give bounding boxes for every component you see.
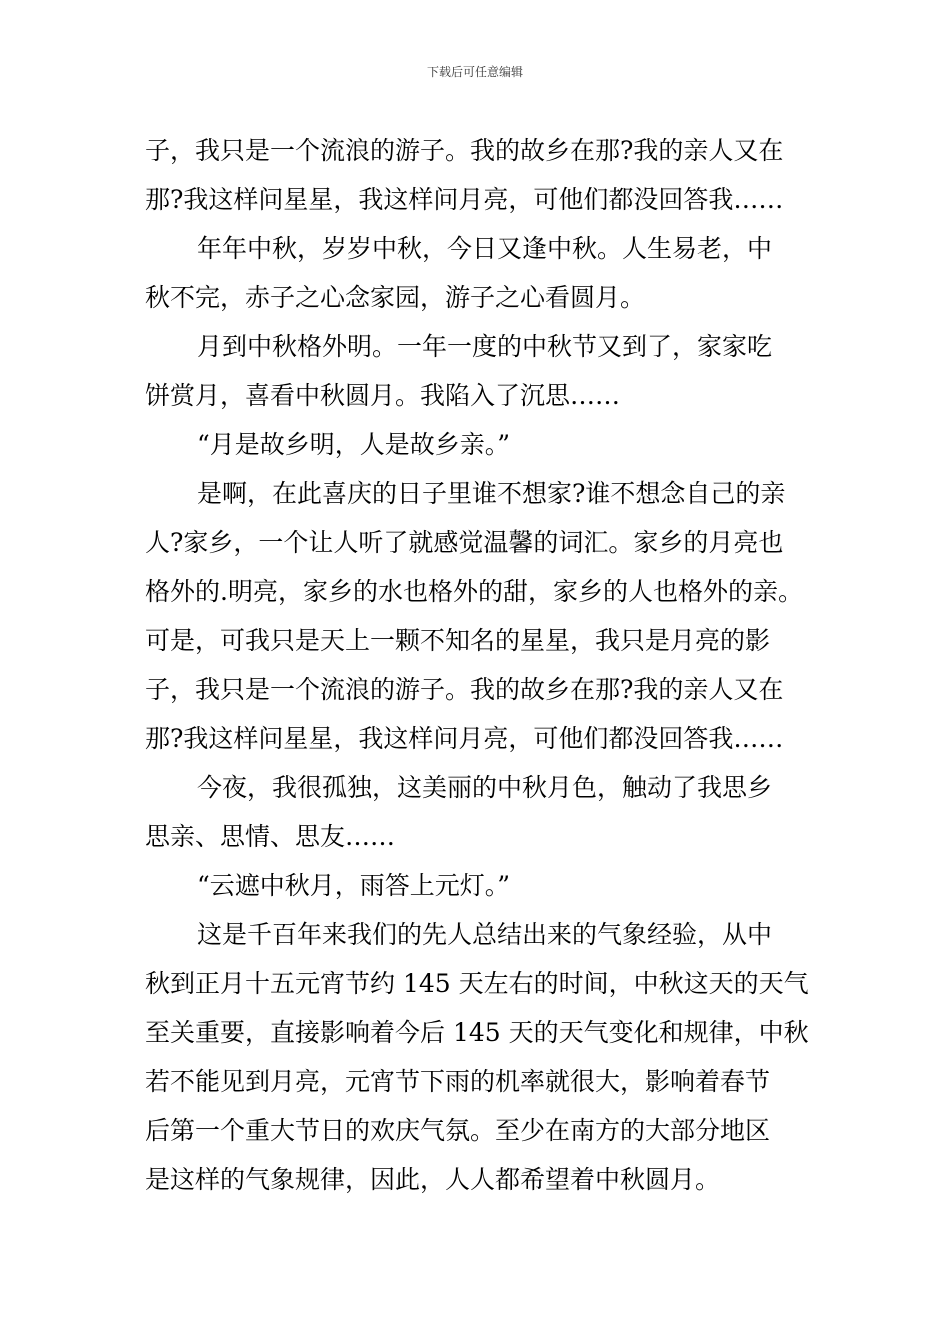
text-line: 人?家乡，一个让人听了就感觉温馨的词汇。家乡的月亮也 [145, 528, 784, 557]
text-line: 子，我只是一个流浪的游子。我的故乡在那?我的亲人又在 [145, 675, 784, 704]
text-line: 月到中秋格外明。一年一度的中秋节又到了，家家吃 [197, 332, 773, 361]
text-line: “月是故乡明，人是故乡亲。” [197, 430, 511, 459]
text-line: 那?我这样问星星，我这样问月亮，可他们都没回答我…… [145, 724, 784, 753]
text-line: 秋到正月十五元宵节约 145 天左右的时间，中秋这天的天气 [145, 969, 809, 998]
text-line: 格外的.明亮，家乡的水也格外的甜，家乡的人也格外的亲。 [145, 577, 803, 606]
text-line: 是这样的气象规律，因此，人人都希望着中秋圆月。 [145, 1165, 721, 1194]
text-line: 若不能见到月亮，元宵节下雨的机率就很大，影响着春节 [145, 1067, 771, 1096]
text-line: 可是，可我只是天上一颗不知名的星星，我只是月亮的影 [145, 626, 771, 655]
text-line: 子，我只是一个流浪的游子。我的故乡在那?我的亲人又在 [145, 136, 784, 165]
text-line: 这是千百年来我们的先人总结出来的气象经验，从中 [197, 920, 773, 949]
text-line: 饼赏月，喜看中秋圆月。我陷入了沉思…… [145, 381, 621, 410]
text-line: 是啊，在此喜庆的日子里谁不想家?谁不想念自己的亲 [197, 479, 786, 508]
text-line: 今夜，我很孤独，这美丽的中秋月色，触动了我思乡 [197, 773, 773, 802]
body-text [145, 126, 820, 1204]
text-line: 后第一个重大节日的欢庆气氛。至少在南方的大部分地区 [145, 1116, 771, 1145]
text-line: 思亲、思情、思友…… [145, 822, 396, 851]
text-line: 至关重要，直接影响着今后 145 天的天气变化和规律，中秋 [145, 1018, 809, 1047]
text-line: “云遮中秋月，雨答上元灯。” [197, 871, 511, 900]
text-line: 那?我这样问星星，我这样问月亮，可他们都没回答我…… [145, 185, 784, 214]
text-line: 秋不完，赤子之心念家园，游子之心看圆月。 [145, 283, 646, 312]
text-line: 年年中秋，岁岁中秋，今日又逢中秋。人生易老，中 [197, 234, 773, 263]
page-header: 下载后可任意编辑 [426, 65, 523, 79]
